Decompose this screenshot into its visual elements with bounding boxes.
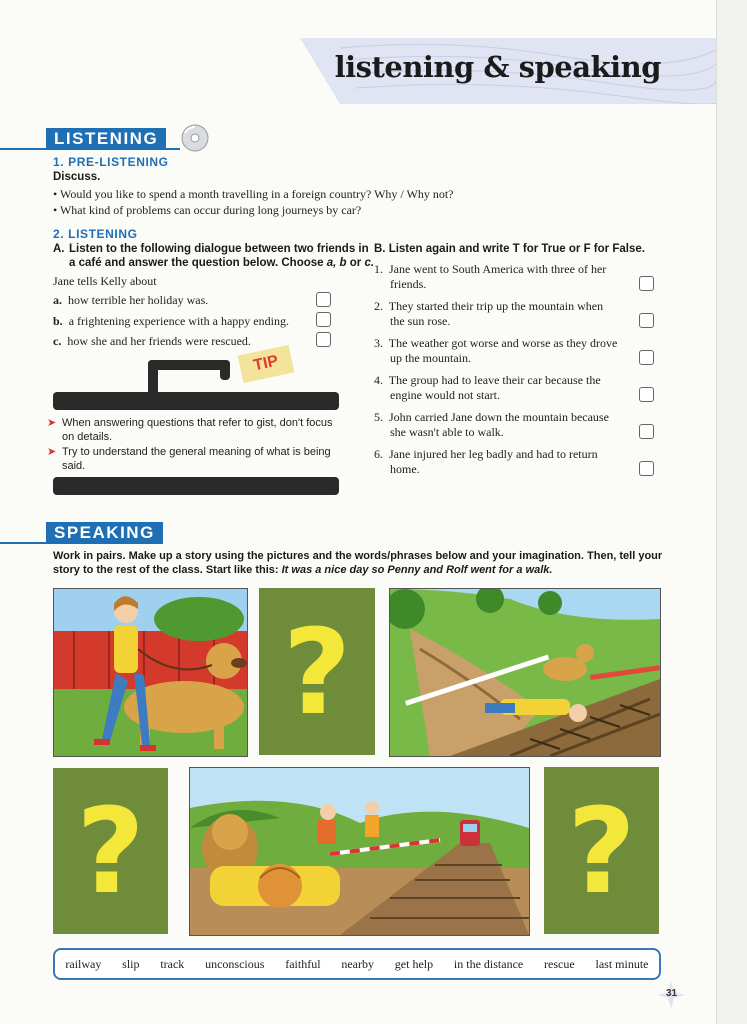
suitcase-handle	[148, 360, 158, 396]
page-number: 31	[666, 988, 678, 999]
option-b: b. a frightening experience with a happy ending.	[53, 314, 289, 328]
discuss-bullet: • What kind of problems can occur during long journeys by car?	[53, 203, 362, 217]
word-item: slip	[122, 956, 140, 971]
statement-1-box[interactable]	[639, 276, 654, 291]
discuss-label: Discuss.	[53, 171, 101, 183]
option-c: c. how she and her friends were rescued.	[53, 334, 251, 348]
speaking-instruction: story to the rest of the class. Start like this: It was a nice day so Penny and Rolf went for a walk.	[53, 564, 553, 576]
story-picture-1	[53, 588, 248, 757]
statement-4-box[interactable]	[639, 387, 654, 402]
listening-heading: 2. LISTENING	[53, 227, 138, 241]
question-panel-2	[53, 768, 168, 934]
statement-6: 6. Jane injured her leg badly and had to return home.	[374, 447, 598, 476]
statement-5-box[interactable]	[639, 424, 654, 439]
suitcase-handle	[148, 360, 230, 370]
question-mark: ?	[282, 602, 352, 741]
option-a-checkbox[interactable]	[316, 292, 331, 307]
story-picture-3	[189, 767, 530, 936]
word-item: rescue	[544, 956, 575, 971]
option-b-checkbox[interactable]	[316, 312, 331, 327]
word-item: track	[160, 956, 185, 971]
task-a-line2: a café and answer the question below. Choose a, b or c.	[69, 257, 375, 269]
task-b: B. Listen again and write T for True or F for False.	[374, 243, 645, 255]
page-edge	[716, 0, 747, 1024]
suitcase-top	[53, 392, 339, 410]
tip-label: TIP	[238, 345, 295, 383]
tip-item: ➤ When answering questions that refer to gist, don't focus on details.	[47, 417, 333, 443]
word-box	[53, 948, 661, 980]
suitcase-bottom	[53, 477, 339, 495]
speaking-tab: SPEAKING	[46, 522, 163, 544]
statement-2: 2. They started their trip up the mountain when the sun rose.	[374, 299, 604, 328]
question-stem: Jane tells Kelly about	[53, 274, 157, 288]
statement-2-box[interactable]	[639, 313, 654, 328]
question-mark: ?	[76, 782, 145, 920]
task-a-letter: A.	[53, 243, 65, 255]
word-item: in the distance	[453, 956, 524, 971]
discuss-bullet: • Would you like to spend a month travelling in a foreign country? Why / Why not?	[53, 187, 454, 201]
statement-3-box[interactable]	[639, 350, 654, 365]
statement-1: 1. Jane went to South America with three of her friends.	[374, 262, 607, 291]
word-item: railway	[65, 956, 102, 971]
listening-tab: LISTENING	[46, 128, 166, 150]
statement-5: 5. John carried Jane down the mountain because she wasn't able to walk.	[374, 410, 609, 439]
word-item: unconscious	[205, 956, 265, 971]
word-item: last minute	[595, 956, 649, 971]
page-title: listening & speaking	[334, 50, 661, 84]
tip-item: ➤ Try to understand the general meaning of what is being said.	[47, 446, 331, 472]
question-panel-1	[259, 588, 375, 755]
option-c-checkbox[interactable]	[316, 332, 331, 347]
statement-4: 4. The group had to leave their car because the engine would not start.	[374, 373, 601, 402]
speaking-rule	[0, 542, 160, 544]
option-a: a. how terrible her holiday was.	[53, 293, 209, 307]
speaking-instruction: Work in pairs. Make up a story using the pictures and the words/phrases below and your imagination. Then, tell your	[53, 550, 663, 562]
cd-icon	[181, 124, 209, 152]
story-picture-2	[389, 588, 661, 757]
question-mark: ?	[567, 781, 636, 920]
suitcase-handle	[220, 360, 230, 380]
word-item: faithful	[285, 956, 321, 971]
statement-6-box[interactable]	[639, 461, 654, 476]
pre-listening-heading: 1. PRE-LISTENING	[53, 155, 169, 169]
listening-rule	[0, 148, 180, 150]
statement-3: 3. The weather got worse and worse as they drove up the mountain.	[374, 336, 618, 365]
word-item: get help	[394, 956, 434, 971]
question-panel-3	[544, 767, 659, 934]
word-item: nearby	[341, 956, 374, 971]
task-a-line1: Listen to the following dialogue between two friends in	[69, 243, 369, 255]
